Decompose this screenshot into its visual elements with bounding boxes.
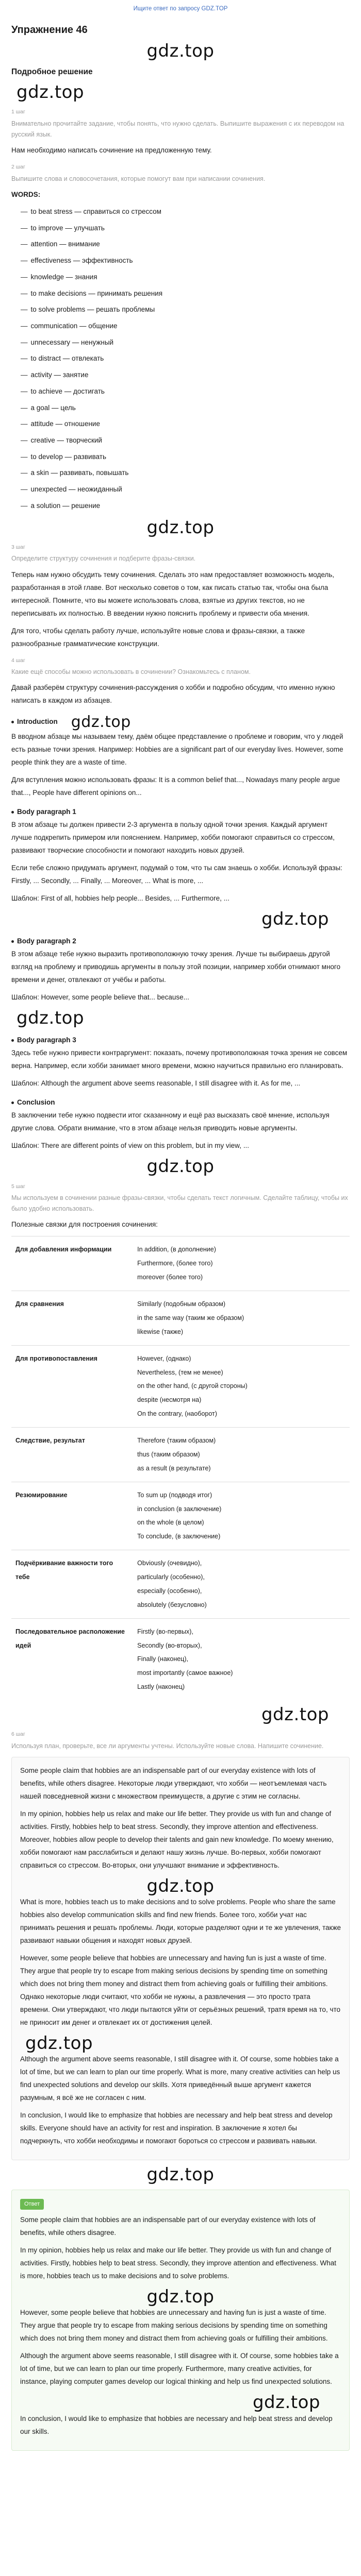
- answer-paragraph: In conclusion, I would like to emphasize that hobbies are necessary and help beat stress and develop our skills.: [20, 2414, 333, 2435]
- watermark: gdz.top: [252, 2392, 320, 2413]
- phrase-item: Finally (наконец),: [137, 1655, 188, 1663]
- table-cell-phrases: [133, 1482, 350, 1550]
- phrase-item: likewise (также): [137, 1328, 184, 1335]
- vocab-list: [11, 204, 350, 514]
- phrase-item: on the whole (в целом): [137, 1519, 204, 1527]
- linking-phrases-table: [11, 1236, 350, 1700]
- step-label: 6 шаг: [11, 1731, 25, 1738]
- watermark: gdz.top: [17, 1007, 85, 1028]
- essay-draft: [11, 1757, 350, 2160]
- phrase-item: on the other hand, (с другой стороны): [137, 1382, 248, 1390]
- phrase-item: To conclude, (в заключение): [137, 1533, 221, 1540]
- phrase-item: in conclusion (в заключение): [137, 1505, 222, 1513]
- paragraph: Если тебе сложно придумать аргумент, подумай о том, что ты сам знаешь о хобби. Используй фразы: Firstly, ... Secondly, ... Finally, ... Moreover, ... What is more, ...: [11, 863, 342, 885]
- paragraph: В этом абзаце ты должен привести 2-3 аргумента в пользу одной точки зрения. Каждый аргумент лучше подкрепить примером или пояснением. Например, хобби помогают справиться со стрессом, развивают творческие способности и помогают находить новых друзей.: [11, 820, 335, 854]
- paragraph: Для того, чтобы сделать работу лучше, используйте новые слова и фразы-связки, а также разнообразные грамматические конструкции.: [11, 626, 305, 648]
- table-cell-phrases: [133, 1291, 350, 1346]
- table-row: [11, 1550, 350, 1619]
- vocab-item: — to improve — улучшать: [21, 220, 350, 236]
- phrase-item: most importantly (самое важное): [137, 1669, 233, 1677]
- paragraph: Давай разберём структуру сочинения-рассуждения о хобби и подробно обсудим, что именно нужно написать в каждом из абзацев.: [11, 684, 335, 705]
- table-cell-category: Последовательное расположение идей: [11, 1618, 133, 1700]
- watermark: gdz.top: [25, 2032, 93, 2054]
- paragraph: Шаблон: Although the argument above seems reasonable, I still disagree with it. As for me, ...: [11, 1079, 301, 1088]
- phrase-item: In addition, (в дополнение): [137, 1246, 216, 1253]
- plan-block-body-1: [11, 806, 350, 905]
- phrase-item: especially (особенно),: [137, 1587, 202, 1595]
- table-cell-category: Для добавления информации: [11, 1236, 133, 1291]
- phrase-item: Obviously (очевидно),: [137, 1560, 202, 1567]
- step-hint: Определите структуру сочинения и подберите фразы-связки.: [11, 555, 196, 563]
- vocab-item: — activity — занятие: [21, 367, 350, 383]
- phrase-item: absolutely (безусловно): [137, 1601, 207, 1608]
- bullet-icon: [11, 940, 14, 943]
- vocab-item: — to develop — развивать: [21, 449, 350, 465]
- plan-heading-text: Body paragraph 1: [17, 807, 76, 816]
- watermark: gdz.top: [146, 41, 215, 61]
- vocab-item: — effectiveness — эффективность: [21, 252, 350, 269]
- plan-block-body-3: [11, 1034, 350, 1090]
- table-row: [11, 1291, 350, 1346]
- watermark: gdz.top: [261, 1704, 329, 1725]
- bullet-icon: [11, 811, 14, 814]
- plan-block-body-2: [11, 935, 350, 1004]
- watermark: gdz.top: [146, 517, 215, 538]
- phrase-item: Therefore (таким образом): [137, 1437, 216, 1445]
- vocab-item: — communication — общение: [21, 318, 350, 334]
- phrase-item: To sum up (подводя итог): [137, 1491, 212, 1499]
- phrase-item: thus (таким образом): [137, 1450, 200, 1458]
- table-cell-category: Следствие, результат: [11, 1428, 133, 1482]
- step-hint: Используя план, проверьте, все ли аргументы учтены. Используйте новые слова. Напишите сочинение.: [11, 1742, 324, 1750]
- essay-paragraph: In conclusion, I would like to emphasize that hobbies are necessary and help beat stress and develop skills. Everyone should have an activity for rest and inspiration. В заключение я хотел бы подчеркнуть, что хобби необходимы и помогают бороться со стрессом и развивать навыки.: [20, 2111, 333, 2145]
- vocab-item: — unnecessary — ненужный: [21, 334, 350, 351]
- table-cell-phrases: [133, 1345, 350, 1427]
- watermark: gdz.top: [146, 1875, 215, 1896]
- essay-paragraph: What is more, hobbies teach us to make decisions and to solve problems. People who share the same hobbies also develop communication skills and find new friends. Более того, хобби учат нас принимать решения и решать проблемы. Люди, которые разделяют одни и те же увлечения, также развивают навыки общения и находят новых друзей.: [20, 1898, 341, 1945]
- watermark: gdz.top: [146, 1156, 215, 1177]
- paragraph: В этом абзаце тебе нужно выразить противоположную точку зрения. Лучше ты выбираешь другой взгляд на проблему и приводишь аргументы в пользу этой позиции, например хобби отнимают много времени и денег, отвлекают от учёбы и работы.: [11, 950, 341, 984]
- phrase-item: Furthermore, (более того): [137, 1260, 213, 1267]
- table-cell-category: Подчёркивание важности того тебе: [11, 1550, 133, 1619]
- bullet-icon: [11, 721, 14, 723]
- step-hint: Внимательно прочитайте задание, чтобы понять, что нужно сделать. Выпишите выражения с их переводом на русский язык.: [11, 120, 344, 139]
- phrase-item: as a result (в результате): [137, 1464, 211, 1472]
- plan-block-conclusion: [11, 1096, 350, 1153]
- phrase-item: Lastly (наконец): [137, 1683, 185, 1691]
- table-cell-phrases: [133, 1550, 350, 1619]
- paragraph: Для вступления можно использовать фразы: It is a common belief that..., Nowadays many people argue that..., People have different opinions on...: [11, 776, 340, 796]
- answer-paragraph: However, some people believe that hobbies are unnecessary and having fun is just a waste of time. They argue that people try to escape from making serious decisions by spending time on something which does not bring them money and distract them from achieving goals or fulfilling their ambitions.: [20, 2309, 328, 2343]
- table-cell-phrases: [133, 1236, 350, 1291]
- essay-paragraph: However, some people believe that hobbies are unnecessary and having fun is just a waste of time. They argue that people try to escape from making serious decisions by spending time on something which does not bring them money and distract them from achieving goals or fulfilling their ambitions. Однако некоторые люди считают, что хобби не нужны, а развлечения — это просто трата времени. Они утверждают, что люди пытаются уйти от серьёзных решений, тратя время на то, что не приносит им денег и отвлекает их от достижения целей.: [20, 1954, 341, 2026]
- phrase-item: in the same way (таким же образом): [137, 1314, 244, 1321]
- table-cell-category: Для сравнения: [11, 1291, 133, 1346]
- vocab-item: — to beat stress — справиться со стрессом: [21, 204, 350, 220]
- paragraph: Полезные связки для построения сочинения:: [11, 1221, 158, 1229]
- top-banner-link[interactable]: Ищите ответ по запросу GDZ.TOP: [133, 6, 228, 12]
- plan-heading: [11, 935, 350, 948]
- essay-paragraph: In my opinion, hobbies help us relax and make our life better. They provide us with fun and change of activities. Firstly, hobbies help to beat stress. Secondly, they improve attention and effectiveness. Moreover, hobbies allow people to develop their talents and gain new knowledge. По моему мнению, хобби помогают нам расслабиться и делают нашу жизнь лучше. Во-первых, хобби помогают справиться со стрессом. Во-вторых, они улучшают внимание и эффективность.: [20, 1810, 334, 1869]
- vocab-item: — a goal — цель: [21, 400, 350, 416]
- paragraph: Здесь тебе нужно привести контраргумент: показать, почему противоположная точка зрения не совсем верна. Например, если хобби занимает много времени, можно научиться правильно его планировать.: [11, 1049, 348, 1070]
- vocab-item: — to solve problems — решать проблемы: [21, 301, 350, 318]
- vocab-item: — a solution — решение: [21, 498, 350, 514]
- vocab-item: — to make decisions — принимать решения: [21, 285, 350, 302]
- plan-heading: [11, 1034, 350, 1047]
- paragraph: Шаблон: There are different points of view on this problem, but in my view, ...: [11, 1142, 249, 1150]
- plan-heading-text: Body paragraph 3: [17, 1036, 76, 1044]
- phrase-item: Nevertheless, (тем не менее): [137, 1368, 223, 1376]
- plan-heading: [11, 714, 350, 731]
- plan-heading-text: Body paragraph 2: [17, 937, 76, 945]
- paragraph: В заключении тебе нужно подвести итог сказанному и ещё раз высказать своё мнение, используя другие слова. Обрати внимание, что в этом абзаце нельзя приводить новые аргументы.: [11, 1111, 330, 1132]
- paragraph: Теперь нам нужно обсудить тему сочинения. Сделать это нам предоставляет возможность модель, разработанная в этой главе. Вот несколько советов о том, как писать статью так, чтобы она была интересной. Помните, что вы можете использовать слова, взятые из других текстов, но не переписывать их полностью. В введении нужно пояснить проблему и привести оба мнения.: [11, 570, 335, 617]
- table-row: [11, 1482, 350, 1550]
- plan-heading: [11, 1096, 350, 1109]
- bullet-icon: [11, 1039, 14, 1042]
- step-label: 2 шаг: [11, 164, 25, 171]
- phrase-item: On the contrary, (наоборот): [137, 1410, 217, 1418]
- table-cell-category: Для противопоставления: [11, 1345, 133, 1427]
- paragraph: Нам необходимо написать сочинение на предложенную тему.: [11, 146, 212, 155]
- table-cell-phrases: [133, 1428, 350, 1482]
- step-label: 4 шаг: [11, 657, 25, 664]
- answer-paragraph: In my opinion, hobbies help us relax and make our life better. They provide us with fun and change of activities. Firstly, hobbies help to beat stress. Secondly, they improve attention and effectiveness. What is more, hobbies teach us to make decisions and to solve problems.: [20, 2246, 337, 2280]
- plan-block-introduction: [11, 714, 350, 800]
- phrase-item: moreover (более того): [137, 1274, 203, 1281]
- vocab-title: WORDS:: [11, 191, 41, 199]
- step-hint: Выпишите слова и словосочетания, которые помогут вам при написании сочинения.: [11, 175, 266, 182]
- watermark: gdz.top: [17, 82, 85, 103]
- answer-paragraph: Although the argument above seems reasonable, I still disagree with it. Of course, some hobbies take a lot of time, but we can learn to plan our time properly. Furthermore, many creative activities, for instance, playing computer games develop our logical thinking and help us find unexpected solutions.: [20, 2352, 339, 2386]
- vocab-item: — unexpected — неожиданный: [21, 481, 350, 498]
- table-cell-phrases: [133, 1618, 350, 1700]
- step-label: 3 шаг: [11, 544, 25, 551]
- phrase-item: despite (несмотря на): [137, 1396, 202, 1404]
- step-hint: Какие ещё способы можно использовать в сочинении? Ознакомьтесь с планом.: [11, 668, 251, 675]
- answer-paragraph: Some people claim that hobbies are an indispensable part of our everyday existence with lots of benefits, while others disagree.: [20, 2216, 316, 2237]
- phrase-item: Firstly (во-первых),: [137, 1628, 193, 1635]
- table-row: [11, 1345, 350, 1427]
- vocab-item: — attitude — отношение: [21, 416, 350, 432]
- step-label: 1 шаг: [11, 109, 25, 115]
- step-label: 5 шаг: [11, 1183, 25, 1190]
- phrase-item: particularly (особенно),: [137, 1573, 205, 1581]
- table-row: [11, 1428, 350, 1482]
- phrase-item: Secondly (во-вторых),: [137, 1641, 202, 1649]
- paragraph: Шаблон: However, some people believe that... because...: [11, 993, 189, 1002]
- final-answer: [11, 2190, 350, 2450]
- solution-subtitle: Подробное решение: [11, 67, 93, 77]
- vocab-item: — to distract — отвлекать: [21, 350, 350, 367]
- vocab-item: — a skin — развивать, повышать: [21, 465, 350, 481]
- phrase-item: However, (однако): [137, 1354, 191, 1362]
- essay-paragraph: Some people claim that hobbies are an indispensable part of our everyday existence with lots of benefits, while others disagree. Некоторые люди утверждают, что хобби — неотъемлемая часть нашей повседневной жизни с множеством преимуществ, а другие с этим не согласны.: [20, 1767, 327, 1801]
- table-cell-category: Резюмирование: [11, 1482, 133, 1550]
- paragraph: Шаблон: First of all, hobbies help people... Besides, ... Furthermore, ...: [11, 894, 229, 902]
- table-row: [11, 1236, 350, 1291]
- answer-badge: Ответ: [20, 2199, 44, 2210]
- step-hint: Мы используем в сочинении разные фразы-связки, чтобы сделать текст логичным. Сделайте таблицу, чтобы их было удобно использовать.: [11, 1194, 348, 1213]
- paragraph: В вводном абзаце мы называем тему, даём общее представление о проблеме и говорим, что у людей есть разные точки зрения. Например: Hobbies are a significant part of our everyday lives. However, some people think they are a waste of time.: [11, 733, 343, 767]
- watermark: gdz.top: [146, 2164, 215, 2185]
- vocab-item: — to achieve — достигать: [21, 383, 350, 400]
- plan-heading-text: Conclusion: [17, 1098, 55, 1107]
- table-row: [11, 1618, 350, 1700]
- vocab-item: — knowledge — знания: [21, 269, 350, 285]
- vocab-item: — creative — творческий: [21, 432, 350, 449]
- vocab-item: — attention — внимание: [21, 236, 350, 252]
- phrase-item: Similarly (подобным образом): [137, 1300, 225, 1308]
- exercise-title: Упражнение 46: [11, 24, 88, 36]
- plan-heading-text: Introduction: [17, 718, 58, 726]
- watermark: gdz.top: [146, 2286, 215, 2308]
- watermark: gdz.top: [71, 713, 131, 732]
- plan-heading: [11, 806, 350, 819]
- essay-paragraph: Although the argument above seems reasonable, I still disagree with it. Of course, some hobbies take a lot of time, but we can learn to plan our time properly. What is more, many creative activities can help us find unexpected solutions and develop our skills. Хотя приведённый выше аргумент кажется разумным, я всё же не согласен с ним.: [20, 2055, 340, 2102]
- watermark: gdz.top: [261, 908, 329, 929]
- bullet-icon: [11, 1101, 14, 1104]
